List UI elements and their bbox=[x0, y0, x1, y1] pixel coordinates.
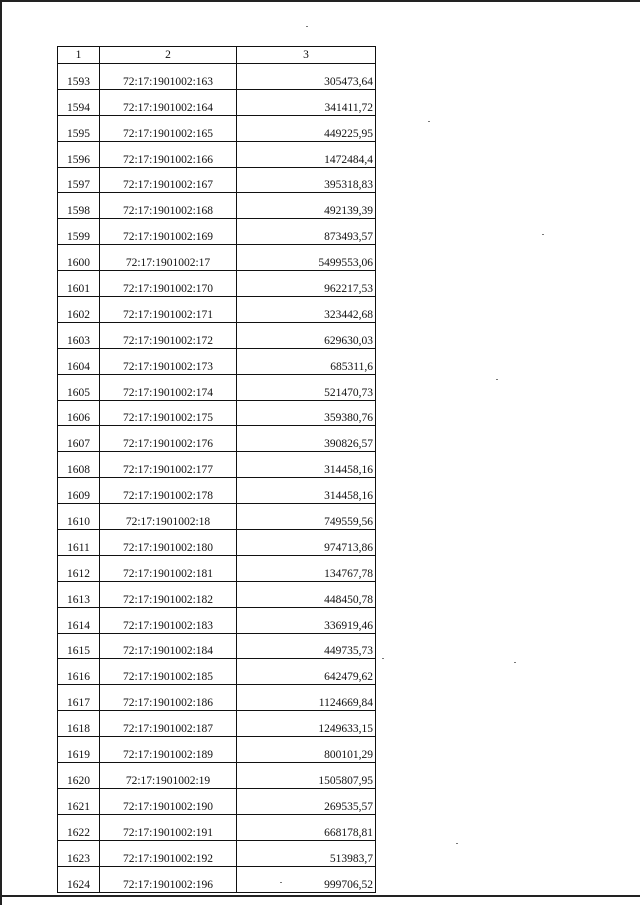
cadastral-value: 800101,29 bbox=[237, 737, 376, 763]
cadastral-value: 314458,16 bbox=[237, 452, 376, 478]
cadastral-value: 269535,57 bbox=[237, 788, 376, 814]
scan-speck bbox=[496, 379, 498, 380]
table-row bbox=[58, 763, 376, 789]
table-row bbox=[58, 374, 376, 400]
row-number: 1609 bbox=[58, 478, 100, 504]
row-number: 1624 bbox=[58, 866, 100, 892]
row-number: 1612 bbox=[58, 555, 100, 581]
row-number: 1608 bbox=[58, 452, 100, 478]
table-row bbox=[58, 478, 376, 504]
cadastral-value: 449225,95 bbox=[237, 115, 376, 141]
cadastral-value: 685311,6 bbox=[237, 348, 376, 374]
cadastral-number: 72:17:1901002:187 bbox=[100, 711, 237, 737]
table-row bbox=[58, 607, 376, 633]
cadastral-value: 1249633,15 bbox=[237, 711, 376, 737]
column-header-2: 2 bbox=[100, 47, 237, 64]
table-row bbox=[58, 581, 376, 607]
cadastral-value: 134767,78 bbox=[237, 555, 376, 581]
row-number: 1603 bbox=[58, 322, 100, 348]
row-number: 1623 bbox=[58, 840, 100, 866]
cadastral-number: 72:17:1901002:186 bbox=[100, 685, 237, 711]
cadastral-value: 314458,16 bbox=[237, 478, 376, 504]
cadastral-value: 642479,62 bbox=[237, 659, 376, 685]
row-number: 1614 bbox=[58, 607, 100, 633]
cadastral-number: 72:17:1901002:180 bbox=[100, 530, 237, 556]
cadastral-number: 72:17:1901002:19 bbox=[100, 763, 237, 789]
table-row bbox=[58, 633, 376, 659]
cadastral-value-table bbox=[57, 46, 376, 893]
column-header-1: 1 bbox=[58, 47, 100, 64]
row-number: 1606 bbox=[58, 400, 100, 426]
row-number: 1613 bbox=[58, 581, 100, 607]
table-row bbox=[58, 737, 376, 763]
cadastral-value: 974713,86 bbox=[237, 530, 376, 556]
row-number: 1602 bbox=[58, 297, 100, 323]
cadastral-number: 72:17:1901002:190 bbox=[100, 788, 237, 814]
row-number: 1597 bbox=[58, 167, 100, 193]
cadastral-number: 72:17:1901002:169 bbox=[100, 219, 237, 245]
table-row bbox=[58, 400, 376, 426]
cadastral-number: 72:17:1901002:165 bbox=[100, 115, 237, 141]
cadastral-number: 72:17:1901002:185 bbox=[100, 659, 237, 685]
row-number: 1593 bbox=[58, 64, 100, 90]
cadastral-value: 962217,53 bbox=[237, 271, 376, 297]
table-row bbox=[58, 452, 376, 478]
cadastral-number: 72:17:1901002:166 bbox=[100, 141, 237, 167]
cadastral-value: 668178,81 bbox=[237, 814, 376, 840]
cadastral-value: 448450,78 bbox=[237, 581, 376, 607]
cadastral-number: 72:17:1901002:182 bbox=[100, 581, 237, 607]
page-edge-top bbox=[0, 0, 640, 2]
cadastral-value: 449735,73 bbox=[237, 633, 376, 659]
table-row bbox=[58, 219, 376, 245]
table-row bbox=[58, 426, 376, 452]
scan-speck bbox=[456, 843, 458, 844]
scan-speck bbox=[514, 662, 516, 663]
row-number: 1594 bbox=[58, 89, 100, 115]
row-number: 1598 bbox=[58, 193, 100, 219]
table-row bbox=[58, 89, 376, 115]
cadastral-number: 72:17:1901002:164 bbox=[100, 89, 237, 115]
row-number: 1601 bbox=[58, 271, 100, 297]
cadastral-number: 72:17:1901002:178 bbox=[100, 478, 237, 504]
cadastral-value: 492139,39 bbox=[237, 193, 376, 219]
row-number: 1621 bbox=[58, 788, 100, 814]
row-number: 1611 bbox=[58, 530, 100, 556]
row-number: 1595 bbox=[58, 115, 100, 141]
cadastral-number: 72:17:1901002:18 bbox=[100, 504, 237, 530]
cadastral-value: 629630,03 bbox=[237, 322, 376, 348]
table-row bbox=[58, 297, 376, 323]
row-number: 1604 bbox=[58, 348, 100, 374]
cadastral-number: 72:17:1901002:17 bbox=[100, 245, 237, 271]
cadastral-number: 72:17:1901002:173 bbox=[100, 348, 237, 374]
cadastral-value: 873493,57 bbox=[237, 219, 376, 245]
cadastral-number: 72:17:1901002:192 bbox=[100, 840, 237, 866]
cadastral-number: 72:17:1901002:171 bbox=[100, 297, 237, 323]
table-row bbox=[58, 348, 376, 374]
table-row bbox=[58, 840, 376, 866]
table-row bbox=[58, 711, 376, 737]
cadastral-number: 72:17:1901002:191 bbox=[100, 814, 237, 840]
cadastral-value: 359380,76 bbox=[237, 400, 376, 426]
cadastral-value: 513983,7 bbox=[237, 840, 376, 866]
cadastral-value: 395318,83 bbox=[237, 167, 376, 193]
cadastral-value: 999706,52 bbox=[237, 866, 376, 892]
column-header-3: 3 bbox=[237, 47, 376, 64]
row-number: 1618 bbox=[58, 711, 100, 737]
cadastral-value: 323442,68 bbox=[237, 297, 376, 323]
scan-speck bbox=[306, 26, 308, 27]
cadastral-value: 390826,57 bbox=[237, 426, 376, 452]
cadastral-number: 72:17:1901002:189 bbox=[100, 737, 237, 763]
table-row bbox=[58, 555, 376, 581]
table-row bbox=[58, 685, 376, 711]
table-row bbox=[58, 64, 376, 90]
cadastral-value: 749559,56 bbox=[237, 504, 376, 530]
scan-speck bbox=[542, 234, 544, 235]
cadastral-number: 72:17:1901002:196 bbox=[100, 866, 237, 892]
cadastral-number: 72:17:1901002:181 bbox=[100, 555, 237, 581]
table-row bbox=[58, 504, 376, 530]
table-row bbox=[58, 530, 376, 556]
table-row bbox=[58, 141, 376, 167]
cadastral-number: 72:17:1901002:163 bbox=[100, 64, 237, 90]
row-number: 1620 bbox=[58, 763, 100, 789]
row-number: 1619 bbox=[58, 737, 100, 763]
cadastral-number: 72:17:1901002:184 bbox=[100, 633, 237, 659]
table-row bbox=[58, 322, 376, 348]
cadastral-number: 72:17:1901002:176 bbox=[100, 426, 237, 452]
table-row bbox=[58, 193, 376, 219]
row-number: 1599 bbox=[58, 219, 100, 245]
cadastral-number: 72:17:1901002:183 bbox=[100, 607, 237, 633]
table-row bbox=[58, 659, 376, 685]
cadastral-value: 5499553,06 bbox=[237, 245, 376, 271]
cadastral-number: 72:17:1901002:170 bbox=[100, 271, 237, 297]
table-row bbox=[58, 167, 376, 193]
table-row bbox=[58, 814, 376, 840]
row-number: 1622 bbox=[58, 814, 100, 840]
scan-speck bbox=[382, 658, 384, 659]
cadastral-number: 72:17:1901002:168 bbox=[100, 193, 237, 219]
table-row bbox=[58, 271, 376, 297]
cadastral-value: 1505807,95 bbox=[237, 763, 376, 789]
row-number: 1610 bbox=[58, 504, 100, 530]
page-edge-bottom bbox=[0, 895, 640, 897]
cadastral-value: 1472484,4 bbox=[237, 141, 376, 167]
table-row bbox=[58, 788, 376, 814]
table-row bbox=[58, 866, 376, 892]
page-edge-left bbox=[0, 0, 2, 905]
row-number: 1600 bbox=[58, 245, 100, 271]
row-number: 1605 bbox=[58, 374, 100, 400]
table-row bbox=[58, 245, 376, 271]
row-number: 1616 bbox=[58, 659, 100, 685]
cadastral-number: 72:17:1901002:167 bbox=[100, 167, 237, 193]
cadastral-value: 521470,73 bbox=[237, 374, 376, 400]
cadastral-number: 72:17:1901002:175 bbox=[100, 400, 237, 426]
cadastral-value: 336919,46 bbox=[237, 607, 376, 633]
cadastral-number: 72:17:1901002:174 bbox=[100, 374, 237, 400]
row-number: 1607 bbox=[58, 426, 100, 452]
cadastral-number: 72:17:1901002:172 bbox=[100, 322, 237, 348]
row-number: 1615 bbox=[58, 633, 100, 659]
column-number-row bbox=[58, 47, 376, 64]
scan-speck bbox=[428, 121, 430, 122]
cadastral-number: 72:17:1901002:177 bbox=[100, 452, 237, 478]
cadastral-value: 341411,72 bbox=[237, 89, 376, 115]
row-number: 1617 bbox=[58, 685, 100, 711]
cadastral-value: 1124669,84 bbox=[237, 685, 376, 711]
table-body bbox=[58, 64, 376, 893]
table-row bbox=[58, 115, 376, 141]
row-number: 1596 bbox=[58, 141, 100, 167]
cadastral-value: 305473,64 bbox=[237, 64, 376, 90]
